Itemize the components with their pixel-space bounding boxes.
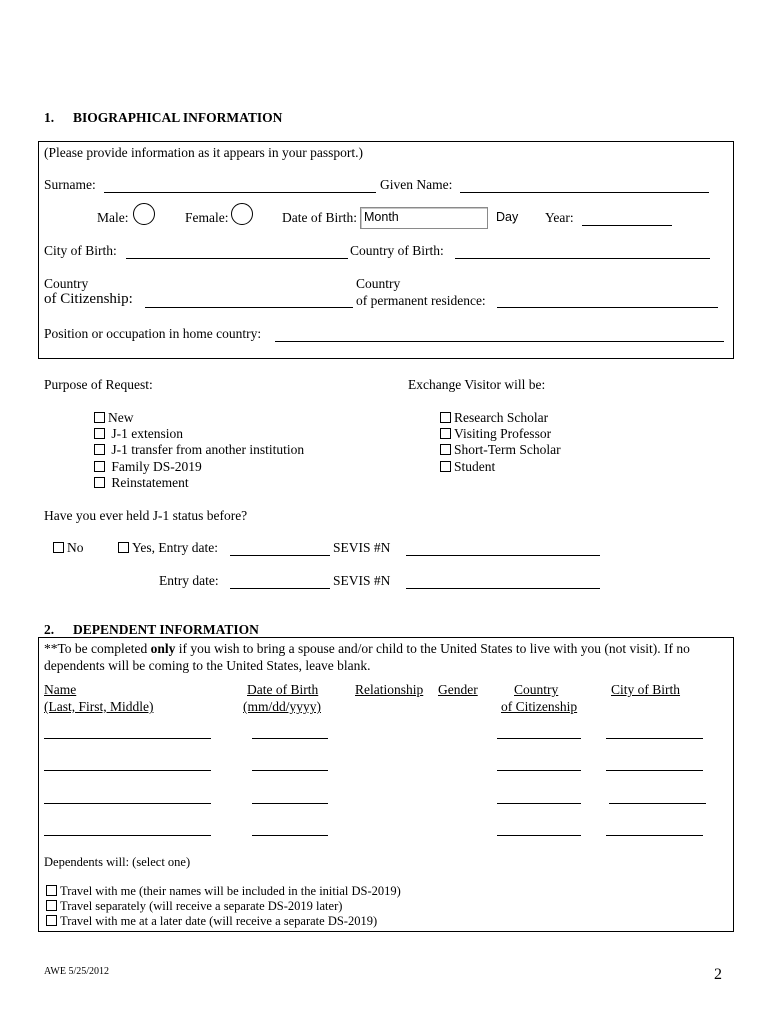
held-j1-question: Have you ever held J-1 status before?: [44, 508, 248, 523]
purpose-option-extension[interactable]: J-1 extension: [94, 426, 183, 442]
dob-day-label: Day: [496, 210, 519, 224]
footer-code: AWE 5/25/2012: [44, 966, 110, 977]
checkbox-icon[interactable]: [94, 461, 105, 472]
checkbox-icon[interactable]: [46, 915, 57, 926]
permanent-residence-field[interactable]: [497, 307, 718, 308]
male-label: Male:: [97, 210, 129, 225]
surname-field[interactable]: [104, 192, 376, 193]
checkbox-icon[interactable]: [440, 461, 451, 472]
country-of-birth-field[interactable]: [455, 258, 710, 259]
dependent-country-field[interactable]: [497, 770, 581, 771]
dependent-city-field[interactable]: [606, 770, 703, 771]
checkbox-icon[interactable]: [46, 900, 57, 911]
col-city-header: City of Birth: [611, 682, 681, 697]
visitor-option-student[interactable]: Student: [440, 459, 495, 475]
dependent-country-field[interactable]: [497, 738, 581, 739]
position-field[interactable]: [275, 341, 724, 342]
dependent-intro-line2: dependents will be coming to the United States, leave blank.: [44, 658, 371, 673]
purpose-option-transfer[interactable]: J-1 transfer from another institution: [94, 442, 304, 458]
col-dob-subheader: (mm/dd/yyyy): [243, 699, 321, 714]
col-name-header: Name: [44, 682, 77, 697]
dependent-country-field[interactable]: [497, 803, 581, 804]
dependent-intro-line1: **To be completed only if you wish to bring a spouse and/or child to the United States to live with you (not visit). If no: [44, 641, 690, 656]
surname-label: Surname:: [44, 177, 96, 192]
col-name-subheader: (Last, First, Middle): [44, 699, 154, 714]
col-gender-header: Gender: [438, 682, 478, 697]
checkbox-icon[interactable]: [94, 444, 105, 455]
given-name-field[interactable]: [460, 192, 709, 193]
passport-note: (Please provide information as it appears in your passport.): [44, 145, 364, 160]
country-label-residence: Country: [356, 276, 401, 291]
checkbox-icon[interactable]: [94, 428, 105, 439]
dependent-dob-field[interactable]: [252, 770, 328, 771]
citizenship-label: of Citizenship:: [44, 291, 133, 307]
checkbox-icon[interactable]: [46, 885, 57, 896]
col-country-subheader: of Citizenship: [501, 699, 578, 714]
checkbox-icon[interactable]: [118, 542, 129, 553]
section2-number: 2.: [44, 622, 55, 637]
city-of-birth-label: City of Birth:: [44, 243, 117, 258]
checkbox-icon[interactable]: [94, 412, 105, 423]
col-country-header: Country: [514, 682, 559, 697]
dob-label: Date of Birth:: [282, 210, 357, 225]
city-of-birth-field[interactable]: [126, 258, 348, 259]
page-number: 2: [714, 966, 722, 983]
purpose-option-new[interactable]: New: [94, 410, 134, 426]
col-relationship-header: Relationship: [355, 682, 424, 697]
visitor-option-short-term[interactable]: Short-Term Scholar: [440, 442, 561, 458]
col-dob-header: Date of Birth: [247, 682, 319, 697]
dependent-dob-field[interactable]: [252, 803, 328, 804]
dependent-city-field[interactable]: [606, 738, 703, 739]
section2-title: DEPENDENT INFORMATION: [73, 622, 259, 637]
section1-title: BIOGRAPHICAL INFORMATION: [73, 110, 283, 125]
position-label: Position or occupation in home country:: [44, 326, 262, 341]
dependent-name-field[interactable]: [44, 835, 211, 836]
sevis-label-1: SEVIS #N: [333, 540, 391, 555]
checkbox-icon[interactable]: [53, 542, 64, 553]
dependent-dob-field[interactable]: [252, 738, 328, 739]
visitor-option-research[interactable]: Research Scholar: [440, 410, 548, 426]
checkbox-icon[interactable]: [440, 412, 451, 423]
dob-month-field[interactable]: [360, 207, 488, 229]
permanent-residence-label: of permanent residence:: [356, 293, 486, 308]
dependent-country-field[interactable]: [497, 835, 581, 836]
dependents-will-label: Dependents will: (select one): [44, 855, 191, 869]
checkbox-icon[interactable]: [94, 477, 105, 488]
male-radio[interactable]: [133, 203, 155, 225]
dependent-city-field[interactable]: [606, 835, 703, 836]
purpose-option-family[interactable]: Family DS-2019: [94, 459, 202, 475]
checkbox-icon[interactable]: [440, 444, 451, 455]
dob-month-value: Month: [364, 210, 399, 224]
dependent-name-field[interactable]: [44, 770, 211, 771]
entry-date-field-2[interactable]: [230, 588, 330, 589]
travel-option-later[interactable]: Travel with me at a later date (will receive a separate DS-2019): [46, 914, 377, 929]
visitor-label: Exchange Visitor will be:: [408, 377, 546, 392]
travel-option-separately[interactable]: Travel separately (will receive a separate DS-2019 later): [46, 899, 342, 914]
dob-year-label: Year:: [545, 210, 574, 225]
entry-date-field-1[interactable]: [230, 555, 330, 556]
female-label: Female:: [185, 210, 229, 225]
country-label-citizenship: Country: [44, 276, 89, 291]
country-of-birth-label: Country of Birth:: [350, 243, 444, 258]
dependent-city-field[interactable]: [609, 803, 706, 804]
visitor-option-professor[interactable]: Visiting Professor: [440, 426, 551, 442]
female-radio[interactable]: [231, 203, 253, 225]
dependent-name-field[interactable]: [44, 803, 211, 804]
sevis-field-1[interactable]: [406, 555, 600, 556]
citizenship-field[interactable]: [145, 307, 353, 308]
held-no-option[interactable]: No: [53, 540, 84, 556]
travel-option-with-me[interactable]: Travel with me (their names will be included in the initial DS-2019): [46, 884, 401, 899]
checkbox-icon[interactable]: [440, 428, 451, 439]
dependent-name-field[interactable]: [44, 738, 211, 739]
purpose-label: Purpose of Request:: [44, 377, 153, 392]
dependent-dob-field[interactable]: [252, 835, 328, 836]
sevis-field-2[interactable]: [406, 588, 600, 589]
purpose-option-reinstatement[interactable]: Reinstatement: [94, 475, 189, 491]
entry-date-label-2: Entry date:: [159, 573, 219, 588]
section1-number: 1.: [44, 110, 55, 125]
given-name-label: Given Name:: [380, 177, 453, 192]
sevis-label-2: SEVIS #N: [333, 573, 391, 588]
dob-year-field[interactable]: [582, 225, 672, 226]
held-yes-option[interactable]: Yes, Entry date:: [118, 540, 218, 556]
